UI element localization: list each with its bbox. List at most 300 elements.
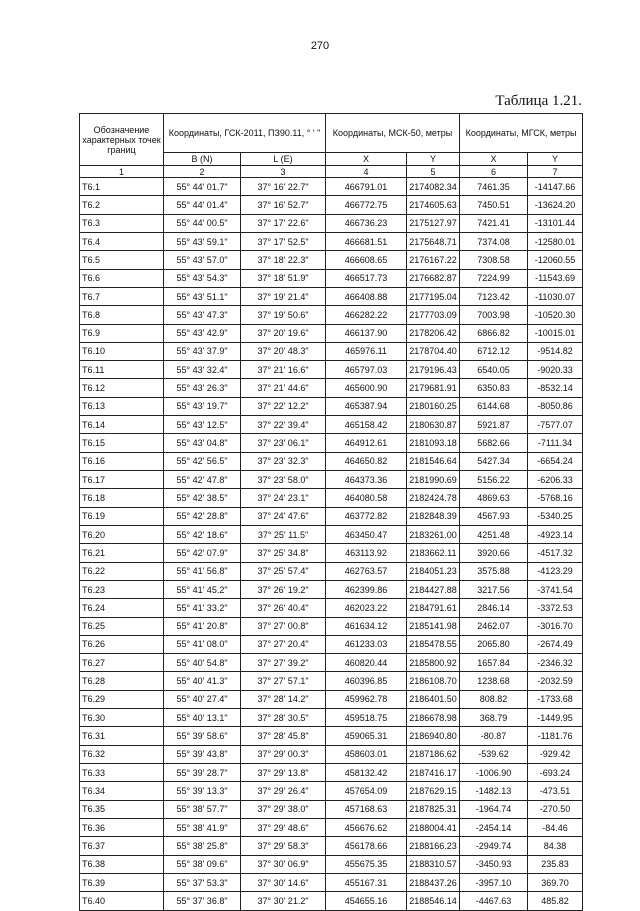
cell-y-msk: 2178704.40	[407, 342, 460, 360]
cell-x-mgsk: 5156.22	[460, 471, 528, 489]
cell-x-msk: 466282.22	[326, 306, 407, 324]
cell-x-msk: 461634.12	[326, 617, 407, 635]
cell-y-mgsk: -2032.59	[528, 672, 583, 690]
cell-x-msk: 454655.16	[326, 892, 407, 910]
cell-x-mgsk: 6350.83	[460, 379, 528, 397]
cell-longitude-l: 37° 22' 12.2"	[241, 397, 326, 415]
cell-latitude-b: 55° 40' 41.3"	[164, 672, 241, 690]
cell-x-mgsk: 1238.68	[460, 672, 528, 690]
cell-x-mgsk: 7308.58	[460, 251, 528, 269]
cell-x-mgsk: 2065.80	[460, 635, 528, 653]
cell-x-msk: 466681.51	[326, 232, 407, 250]
cell-y-mgsk: -693.24	[528, 764, 583, 782]
cell-y-mgsk: -1733.68	[528, 690, 583, 708]
table-body	[80, 178, 583, 911]
cell-x-msk: 461233.03	[326, 635, 407, 653]
cell-longitude-l: 37° 30' 21.2"	[241, 892, 326, 910]
cell-longitude-l: 37° 28' 45.8"	[241, 727, 326, 745]
column-number: 4	[326, 166, 407, 178]
cell-y-mgsk: -11030.07	[528, 287, 583, 305]
cell-y-msk: 2185141.98	[407, 617, 460, 635]
cell-point-id: Т6.35	[80, 800, 164, 818]
cell-longitude-l: 37° 18' 22.3"	[241, 251, 326, 269]
cell-x-mgsk: -80.87	[460, 727, 528, 745]
cell-point-id: Т6.10	[80, 342, 164, 360]
table-row	[80, 764, 583, 782]
table-row	[80, 214, 583, 232]
cell-y-msk: 2186678.98	[407, 709, 460, 727]
cell-longitude-l: 37° 24' 47.6"	[241, 507, 326, 525]
cell-x-msk: 464080.58	[326, 489, 407, 507]
cell-latitude-b: 55° 41' 08.0"	[164, 635, 241, 653]
cell-x-msk: 466736.23	[326, 214, 407, 232]
cell-longitude-l: 37° 29' 00.3"	[241, 745, 326, 763]
table-row	[80, 544, 583, 562]
cell-x-msk: 459518.75	[326, 709, 407, 727]
coordinates-table	[79, 113, 583, 911]
cell-x-msk: 465387.94	[326, 397, 407, 415]
cell-x-msk: 456676.62	[326, 818, 407, 836]
cell-y-msk: 2184051.23	[407, 562, 460, 580]
cell-latitude-b: 55° 43' 57.0"	[164, 251, 241, 269]
table-row	[80, 324, 583, 342]
cell-point-id: Т6.39	[80, 873, 164, 891]
cell-x-msk: 466517.73	[326, 269, 407, 287]
cell-y-msk: 2178206.42	[407, 324, 460, 342]
cell-x-mgsk: -2454.14	[460, 818, 528, 836]
cell-y-mgsk: -4123.29	[528, 562, 583, 580]
cell-y-msk: 2174605.63	[407, 196, 460, 214]
cell-y-mgsk: -6206.33	[528, 471, 583, 489]
table-row	[80, 580, 583, 598]
cell-point-id: Т6.25	[80, 617, 164, 635]
cell-y-msk: 2175648.71	[407, 232, 460, 250]
cell-y-mgsk: -1181.76	[528, 727, 583, 745]
cell-latitude-b: 55° 42' 07.9"	[164, 544, 241, 562]
table-row	[80, 489, 583, 507]
cell-longitude-l: 37° 27' 00.8"	[241, 617, 326, 635]
cell-x-msk: 462023.22	[326, 599, 407, 617]
table-row	[80, 196, 583, 214]
cell-x-mgsk: 808.82	[460, 690, 528, 708]
cell-y-msk: 2183261.00	[407, 525, 460, 543]
cell-latitude-b: 55° 42' 47.8"	[164, 471, 241, 489]
table-row	[80, 471, 583, 489]
cell-x-msk: 465158.42	[326, 416, 407, 434]
cell-x-msk: 466772.75	[326, 196, 407, 214]
cell-point-id: Т6.12	[80, 379, 164, 397]
cell-latitude-b: 55° 43' 04.8"	[164, 434, 241, 452]
cell-point-id: Т6.28	[80, 672, 164, 690]
cell-y-msk: 2177703.09	[407, 306, 460, 324]
cell-longitude-l: 37° 23' 58.0"	[241, 471, 326, 489]
cell-point-id: Т6.16	[80, 452, 164, 470]
table-row	[80, 452, 583, 470]
cell-longitude-l: 37° 27' 39.2"	[241, 654, 326, 672]
cell-y-mgsk: -84.46	[528, 818, 583, 836]
header-msk-coordinates: Координаты, МСК-50, метры	[326, 114, 460, 153]
table-caption: Таблица 1.21.	[495, 93, 582, 109]
cell-y-msk: 2175127.97	[407, 214, 460, 232]
cell-point-id: Т6.24	[80, 599, 164, 617]
cell-x-msk: 464912.61	[326, 434, 407, 452]
cell-y-mgsk: -8532.14	[528, 379, 583, 397]
cell-longitude-l: 37° 23' 06.1"	[241, 434, 326, 452]
cell-x-mgsk: -1964.74	[460, 800, 528, 818]
table-row	[80, 745, 583, 763]
table-row	[80, 507, 583, 525]
cell-latitude-b: 55° 43' 12.5"	[164, 416, 241, 434]
column-number: 7	[528, 166, 583, 178]
cell-longitude-l: 37° 16' 22.7"	[241, 178, 326, 196]
cell-y-mgsk: -7577.07	[528, 416, 583, 434]
cell-x-msk: 459065.31	[326, 727, 407, 745]
cell-longitude-l: 37° 22' 39.4"	[241, 416, 326, 434]
cell-x-msk: 457168.63	[326, 800, 407, 818]
table-row	[80, 434, 583, 452]
cell-x-mgsk: -4467.63	[460, 892, 528, 910]
cell-x-msk: 460396.85	[326, 672, 407, 690]
cell-x-msk: 462399.86	[326, 580, 407, 598]
cell-point-id: Т6.34	[80, 782, 164, 800]
cell-longitude-l: 37° 29' 26.4"	[241, 782, 326, 800]
table-row	[80, 287, 583, 305]
table-row	[80, 727, 583, 745]
cell-point-id: Т6.38	[80, 855, 164, 873]
cell-y-msk: 2187629.15	[407, 782, 460, 800]
cell-y-msk: 2188310.57	[407, 855, 460, 873]
cell-x-mgsk: 4869.63	[460, 489, 528, 507]
cell-longitude-l: 37° 30' 14.6"	[241, 873, 326, 891]
cell-latitude-b: 55° 43' 19.7"	[164, 397, 241, 415]
cell-point-id: Т6.20	[80, 525, 164, 543]
cell-y-msk: 2183662.11	[407, 544, 460, 562]
cell-x-mgsk: 7421.41	[460, 214, 528, 232]
cell-latitude-b: 55° 39' 58.6"	[164, 727, 241, 745]
column-number: 6	[460, 166, 528, 178]
cell-y-msk: 2186401.50	[407, 690, 460, 708]
cell-point-id: Т6.36	[80, 818, 164, 836]
cell-x-mgsk: 5682.66	[460, 434, 528, 452]
cell-x-msk: 455675.35	[326, 855, 407, 873]
cell-longitude-l: 37° 20' 48.3"	[241, 342, 326, 360]
cell-x-mgsk: -1006.90	[460, 764, 528, 782]
cell-latitude-b: 55° 38' 25.8"	[164, 837, 241, 855]
cell-x-msk: 465600.90	[326, 379, 407, 397]
cell-latitude-b: 55° 43' 42.9"	[164, 324, 241, 342]
cell-x-msk: 462763.57	[326, 562, 407, 580]
cell-x-mgsk: -539.62	[460, 745, 528, 763]
table-row	[80, 269, 583, 287]
cell-latitude-b: 55° 42' 56.5"	[164, 452, 241, 470]
table-row	[80, 599, 583, 617]
cell-x-mgsk: -1482.13	[460, 782, 528, 800]
table-row	[80, 690, 583, 708]
cell-y-msk: 2181093.18	[407, 434, 460, 452]
cell-y-msk: 2182848.39	[407, 507, 460, 525]
cell-y-mgsk: -12580.01	[528, 232, 583, 250]
cell-point-id: Т6.5	[80, 251, 164, 269]
cell-latitude-b: 55° 41' 56.8"	[164, 562, 241, 580]
cell-y-mgsk: -5768.16	[528, 489, 583, 507]
cell-longitude-l: 37° 17' 52.5"	[241, 232, 326, 250]
cell-x-mgsk: 7374.08	[460, 232, 528, 250]
cell-latitude-b: 55° 43' 32.4"	[164, 361, 241, 379]
cell-point-id: Т6.19	[80, 507, 164, 525]
table-row	[80, 251, 583, 269]
cell-longitude-l: 37° 16' 52.7"	[241, 196, 326, 214]
cell-point-id: Т6.6	[80, 269, 164, 287]
cell-x-mgsk: -3450.93	[460, 855, 528, 873]
cell-y-mgsk: -9514.82	[528, 342, 583, 360]
cell-y-msk: 2179681.91	[407, 379, 460, 397]
cell-y-msk: 2182424.78	[407, 489, 460, 507]
cell-y-msk: 2187186.62	[407, 745, 460, 763]
cell-x-msk: 466137.90	[326, 324, 407, 342]
cell-y-mgsk: -11543.69	[528, 269, 583, 287]
cell-x-msk: 463450.47	[326, 525, 407, 543]
cell-longitude-l: 37° 21' 16.6"	[241, 361, 326, 379]
cell-point-id: Т6.26	[80, 635, 164, 653]
cell-latitude-b: 55° 42' 18.6"	[164, 525, 241, 543]
cell-x-mgsk: 6144.68	[460, 397, 528, 415]
cell-x-mgsk: 3575.88	[460, 562, 528, 580]
cell-y-mgsk: -4517.32	[528, 544, 583, 562]
cell-point-id: Т6.13	[80, 397, 164, 415]
cell-x-mgsk: 7003.98	[460, 306, 528, 324]
cell-y-mgsk: -6654.24	[528, 452, 583, 470]
cell-x-msk: 456178.66	[326, 837, 407, 855]
cell-y-msk: 2188546.14	[407, 892, 460, 910]
cell-x-msk: 464373.36	[326, 471, 407, 489]
cell-x-mgsk: 7123.42	[460, 287, 528, 305]
cell-longitude-l: 37° 29' 48.6"	[241, 818, 326, 836]
table-row	[80, 654, 583, 672]
table-row	[80, 892, 583, 910]
cell-y-mgsk: -473.51	[528, 782, 583, 800]
cell-longitude-l: 37° 25' 11.5"	[241, 525, 326, 543]
cell-point-id: Т6.7	[80, 287, 164, 305]
table-row	[80, 178, 583, 196]
cell-point-id: Т6.15	[80, 434, 164, 452]
cell-point-id: Т6.8	[80, 306, 164, 324]
cell-longitude-l: 37° 26' 40.4"	[241, 599, 326, 617]
cell-latitude-b: 55° 43' 26.3"	[164, 379, 241, 397]
cell-latitude-b: 55° 39' 13.3"	[164, 782, 241, 800]
table-row	[80, 635, 583, 653]
cell-longitude-l: 37° 23' 32.3"	[241, 452, 326, 470]
cell-latitude-b: 55° 43' 51.1"	[164, 287, 241, 305]
table-row	[80, 818, 583, 836]
cell-point-id: Т6.21	[80, 544, 164, 562]
cell-latitude-b: 55° 40' 27.4"	[164, 690, 241, 708]
cell-x-msk: 458603.01	[326, 745, 407, 763]
cell-longitude-l: 37° 25' 57.4"	[241, 562, 326, 580]
cell-latitude-b: 55° 43' 37.9"	[164, 342, 241, 360]
cell-x-mgsk: 1657.84	[460, 654, 528, 672]
cell-longitude-l: 37° 29' 38.0"	[241, 800, 326, 818]
column-number: 3	[241, 166, 326, 178]
cell-longitude-l: 37° 28' 14.2"	[241, 690, 326, 708]
cell-x-msk: 466791.01	[326, 178, 407, 196]
cell-latitude-b: 55° 44' 01.4"	[164, 196, 241, 214]
table-row	[80, 232, 583, 250]
table-row	[80, 672, 583, 690]
cell-point-id: Т6.1	[80, 178, 164, 196]
cell-longitude-l: 37° 19' 50.6"	[241, 306, 326, 324]
cell-latitude-b: 55° 43' 59.1"	[164, 232, 241, 250]
cell-y-mgsk: -2346.32	[528, 654, 583, 672]
column-number: 5	[407, 166, 460, 178]
cell-x-mgsk: 2846.14	[460, 599, 528, 617]
cell-y-msk: 2185800.92	[407, 654, 460, 672]
table-row	[80, 800, 583, 818]
cell-x-msk: 455167.31	[326, 873, 407, 891]
cell-longitude-l: 37° 29' 58.3"	[241, 837, 326, 855]
cell-x-msk: 464650.82	[326, 452, 407, 470]
cell-y-msk: 2181990.69	[407, 471, 460, 489]
cell-y-mgsk: -3016.70	[528, 617, 583, 635]
cell-x-msk: 457654.09	[326, 782, 407, 800]
table-row	[80, 855, 583, 873]
cell-x-msk: 458132.42	[326, 764, 407, 782]
table-row	[80, 837, 583, 855]
cell-y-mgsk: 485.82	[528, 892, 583, 910]
cell-x-mgsk: 5427.34	[460, 452, 528, 470]
header-x-msk: X	[326, 153, 407, 166]
cell-y-mgsk: -13101.44	[528, 214, 583, 232]
column-number: 1	[80, 166, 164, 178]
cell-point-id: Т6.27	[80, 654, 164, 672]
cell-point-id: Т6.2	[80, 196, 164, 214]
cell-x-mgsk: 6866.82	[460, 324, 528, 342]
cell-point-id: Т6.32	[80, 745, 164, 763]
header-y-msk: Y	[407, 153, 460, 166]
cell-x-mgsk: 7461.35	[460, 178, 528, 196]
cell-y-mgsk: -9020.33	[528, 361, 583, 379]
cell-x-mgsk: 7224.99	[460, 269, 528, 287]
cell-y-msk: 2174082.34	[407, 178, 460, 196]
table-row	[80, 416, 583, 434]
header-y-mgsk: Y	[528, 153, 583, 166]
cell-x-msk: 465976.11	[326, 342, 407, 360]
cell-point-id: Т6.22	[80, 562, 164, 580]
cell-y-mgsk: -2674.49	[528, 635, 583, 653]
cell-x-msk: 465797.03	[326, 361, 407, 379]
cell-y-mgsk: -3372.53	[528, 599, 583, 617]
cell-x-msk: 460820.44	[326, 654, 407, 672]
header-gsk-coordinates: Координаты, ГСК-2011, ПЗ90.11, ° ' "	[164, 114, 326, 153]
cell-x-msk: 466608.65	[326, 251, 407, 269]
cell-y-msk: 2176167.22	[407, 251, 460, 269]
cell-longitude-l: 37° 28' 30.5"	[241, 709, 326, 727]
cell-latitude-b: 55° 44' 00.5"	[164, 214, 241, 232]
cell-y-msk: 2188166.23	[407, 837, 460, 855]
cell-latitude-b: 55° 43' 47.3"	[164, 306, 241, 324]
table-row	[80, 709, 583, 727]
cell-latitude-b: 55° 38' 09.6"	[164, 855, 241, 873]
cell-x-mgsk: 368.79	[460, 709, 528, 727]
cell-point-id: Т6.31	[80, 727, 164, 745]
cell-y-mgsk: -7111.34	[528, 434, 583, 452]
cell-x-mgsk: 3920.66	[460, 544, 528, 562]
cell-latitude-b: 55° 41' 33.2"	[164, 599, 241, 617]
cell-y-mgsk: -5340.25	[528, 507, 583, 525]
cell-point-id: Т6.3	[80, 214, 164, 232]
cell-y-mgsk: 369.70	[528, 873, 583, 891]
cell-longitude-l: 37° 20' 19.6"	[241, 324, 326, 342]
cell-point-id: Т6.23	[80, 580, 164, 598]
cell-y-msk: 2184791.61	[407, 599, 460, 617]
cell-latitude-b: 55° 42' 38.5"	[164, 489, 241, 507]
cell-y-mgsk: -3741.54	[528, 580, 583, 598]
cell-x-msk: 459962.78	[326, 690, 407, 708]
cell-longitude-l: 37° 27' 57.1"	[241, 672, 326, 690]
cell-x-msk: 463113.92	[326, 544, 407, 562]
cell-latitude-b: 55° 41' 45.2"	[164, 580, 241, 598]
cell-latitude-b: 55° 44' 01.7"	[164, 178, 241, 196]
table-row	[80, 306, 583, 324]
cell-y-msk: 2186940.80	[407, 727, 460, 745]
cell-longitude-l: 37° 30' 06.9"	[241, 855, 326, 873]
cell-longitude-l: 37° 19' 21.4"	[241, 287, 326, 305]
cell-longitude-l: 37° 17' 22.6"	[241, 214, 326, 232]
cell-y-mgsk: -13624.20	[528, 196, 583, 214]
cell-latitude-b: 55° 38' 41.9"	[164, 818, 241, 836]
cell-point-id: Т6.9	[80, 324, 164, 342]
cell-y-msk: 2184427.88	[407, 580, 460, 598]
table-row	[80, 617, 583, 635]
cell-latitude-b: 55° 38' 57.7"	[164, 800, 241, 818]
header-l-e: L (E)	[241, 153, 326, 166]
cell-y-msk: 2181546.64	[407, 452, 460, 470]
cell-x-mgsk: -3957.10	[460, 873, 528, 891]
cell-latitude-b: 55° 41' 20.8"	[164, 617, 241, 635]
cell-latitude-b: 55° 40' 54.8"	[164, 654, 241, 672]
cell-point-id: Т6.11	[80, 361, 164, 379]
cell-x-mgsk: 4567.93	[460, 507, 528, 525]
cell-longitude-l: 37° 21' 44.6"	[241, 379, 326, 397]
cell-longitude-l: 37° 25' 34.8"	[241, 544, 326, 562]
cell-x-mgsk: 5921.87	[460, 416, 528, 434]
cell-x-mgsk: 6712.12	[460, 342, 528, 360]
cell-longitude-l: 37° 29' 13.8"	[241, 764, 326, 782]
cell-point-id: Т6.29	[80, 690, 164, 708]
cell-x-mgsk: 2462.07	[460, 617, 528, 635]
cell-latitude-b: 55° 39' 28.7"	[164, 764, 241, 782]
table-row	[80, 361, 583, 379]
cell-y-mgsk: -10015.01	[528, 324, 583, 342]
table-row	[80, 397, 583, 415]
cell-point-id: Т6.4	[80, 232, 164, 250]
cell-point-id: Т6.33	[80, 764, 164, 782]
header-x-mgsk: X	[460, 153, 528, 166]
cell-point-id: Т6.40	[80, 892, 164, 910]
cell-y-msk: 2176682.87	[407, 269, 460, 287]
cell-y-msk: 2180160.25	[407, 397, 460, 415]
cell-y-msk: 2179196.43	[407, 361, 460, 379]
cell-longitude-l: 37° 27' 20.4"	[241, 635, 326, 653]
cell-y-msk: 2187825.31	[407, 800, 460, 818]
cell-y-mgsk: -929.42	[528, 745, 583, 763]
cell-y-mgsk: -270.50	[528, 800, 583, 818]
cell-y-msk: 2188437.26	[407, 873, 460, 891]
cell-y-mgsk: 84.38	[528, 837, 583, 855]
table-row	[80, 562, 583, 580]
cell-x-mgsk: 7450.51	[460, 196, 528, 214]
cell-x-msk: 466408.88	[326, 287, 407, 305]
cell-x-mgsk: 3217.56	[460, 580, 528, 598]
